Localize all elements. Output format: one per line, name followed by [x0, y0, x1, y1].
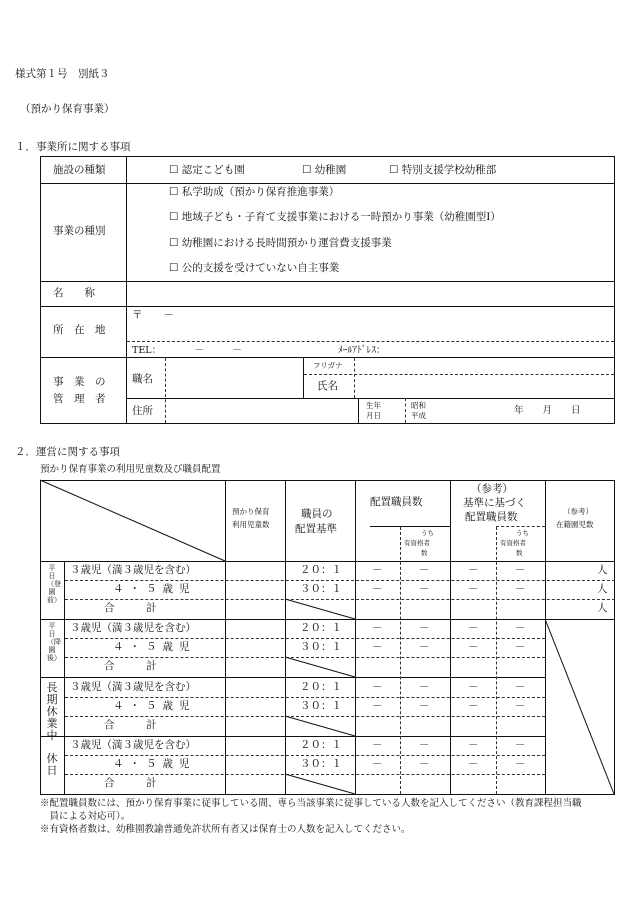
dash-cell: － — [515, 564, 526, 576]
dash-cell: － — [372, 758, 383, 770]
dash-cell: － — [419, 681, 430, 693]
row-total: 合 計 — [104, 660, 157, 672]
dash-cell: － — [515, 622, 526, 634]
ratio-3: ２０：１ — [300, 681, 342, 693]
dash-cell: － — [372, 564, 383, 576]
ratio-45: ３０：１ — [300, 641, 342, 653]
col-ref-uchi-line2: 有資格者 — [500, 539, 526, 547]
name-field[interactable] — [128, 283, 613, 305]
enrolled-unit-age3: 人 — [597, 564, 608, 576]
ratio-3: ２０：１ — [300, 739, 342, 751]
row-age45: ４・５歳児 — [113, 641, 196, 653]
dash-cell: － — [419, 622, 430, 634]
col-enrolled-line1: （参考） — [563, 507, 593, 516]
facility-option-kodomoen[interactable]: ☐ 認定こども園 — [169, 164, 245, 176]
col-ref-uchi-line1: うち — [516, 529, 529, 537]
ratio-3: ２０：１ — [300, 622, 342, 634]
ratio-45: ３０：１ — [300, 583, 342, 595]
dash-cell: － — [372, 681, 383, 693]
group-label-weekday-before: 平日（登園前） — [47, 564, 61, 604]
dash-cell: － — [419, 641, 430, 653]
enrolled-unit-total: 人 — [597, 602, 608, 614]
dash-cell: － — [515, 583, 526, 595]
col-ref-uchi-line3: 数 — [516, 549, 523, 557]
person-name-label: 氏名 — [317, 380, 338, 392]
ratio-45: ３０：１ — [300, 758, 342, 770]
row-age45: ４・５歳児 — [113, 583, 196, 595]
group-label-weekday-after: 平日（降園後） — [47, 622, 61, 662]
name-label: 名 称 — [53, 287, 95, 299]
dash-cell: － — [419, 564, 430, 576]
dash-cell: － — [468, 739, 479, 751]
row-age3: ３歳児（満３歳児を含む） — [70, 681, 196, 693]
group-label-holiday: 休日 — [46, 752, 58, 777]
col-ref-staff-line2: 基準に基づく — [463, 497, 526, 509]
business-type-label: 事業の種別 — [53, 225, 106, 237]
col-enrolled-line2: 在籍園児数 — [556, 520, 594, 529]
dash-cell: － — [419, 583, 430, 595]
dash-cell: － — [372, 641, 383, 653]
row-total: 合 計 — [104, 719, 157, 731]
ratio-3: ２０：１ — [300, 564, 342, 576]
col-children-line2: 利用児童数 — [232, 520, 270, 529]
dash-cell: － — [468, 622, 479, 634]
ratio-45: ３０：１ — [300, 700, 342, 712]
dash-cell: － — [515, 641, 526, 653]
dash-cell: － — [468, 583, 479, 595]
note-1-line2: 員による対応可）。 — [40, 811, 131, 822]
col-children-line1: 預かり保育 — [232, 507, 270, 516]
dash-cell: － — [372, 700, 383, 712]
facility-type-label: 施設の種類 — [53, 164, 106, 176]
era-showa: 昭和 — [411, 401, 426, 410]
row-age45: ４・５歳児 — [113, 700, 196, 712]
dash-cell: － — [468, 700, 479, 712]
note-2: ※有資格者数は、幼稚園教諭普通免許状所有者又は保育士の人数を記入してください。 — [40, 824, 411, 835]
dash-cell: － — [372, 583, 383, 595]
furigana-label: フリガナ — [313, 361, 343, 370]
col-standard-line2: 配置基準 — [295, 523, 337, 535]
email-field[interactable]: ﾒｰﾙｱﾄﾞﾚｽ： — [338, 345, 386, 356]
address-label: 所 在 地 — [53, 324, 106, 336]
row-age3: ３歳児（満３歳児を含む） — [70, 564, 196, 576]
col-uchi-line1: うち — [421, 529, 434, 537]
dash-cell: － — [372, 739, 383, 751]
facility-option-special-school[interactable]: ☐ 特別支援学校幼稚部 — [389, 164, 497, 176]
business-option-long-hours[interactable]: ☐ 幼稚園における長時間預かり運営費支援事業 — [169, 237, 392, 249]
dash-cell: － — [515, 758, 526, 770]
business-option-private-subsidy[interactable]: ☐ 私学助成（預かり保育推進事業） — [169, 186, 340, 198]
dash-cell: － — [515, 681, 526, 693]
col-ref-staff-line1: （参考） — [471, 483, 513, 495]
enrolled-unit-age45: 人 — [597, 583, 608, 595]
facility-option-kindergarten[interactable]: ☐ 幼稚園 — [302, 164, 347, 176]
row-total: 合 計 — [104, 602, 157, 614]
form-number: 様式第１号 別紙３ — [15, 68, 110, 80]
dash-cell: － — [468, 564, 479, 576]
col-staff: 配置職員数 — [370, 496, 423, 508]
manager-label-line2: 管 理 者 — [53, 393, 106, 405]
dash-cell: － — [468, 681, 479, 693]
dash-cell: － — [419, 700, 430, 712]
section2-title: ２．運営に関する事項 — [15, 446, 120, 458]
era-heisei: 平成 — [411, 411, 426, 420]
col-uchi-line3: 数 — [421, 549, 428, 557]
birth-date-field[interactable]: 年 月 日 — [514, 405, 581, 416]
dash-cell: － — [419, 758, 430, 770]
section1-title: １．事業所に関する事項 — [15, 141, 131, 153]
birth-label-line1: 生年 — [366, 401, 381, 410]
residence-label: 住所 — [132, 405, 153, 417]
dash-cell: － — [468, 758, 479, 770]
form-subtitle: （預かり保育事業） — [20, 103, 115, 115]
manager-label-line1: 事 業 の — [53, 376, 106, 388]
business-option-regional-support[interactable]: ☐ 地域子ども・子育て支援事業における一時預かり事業（幼稚園型Ⅰ） — [169, 211, 501, 223]
row-age3: ３歳児（満３歳児を含む） — [70, 739, 196, 751]
dash-cell: － — [515, 700, 526, 712]
dash-cell: － — [419, 739, 430, 751]
row-total: 合 計 — [104, 777, 157, 789]
col-uchi-line2: 有資格者 — [404, 539, 430, 547]
postal-code-field[interactable]: 〒 － — [132, 309, 174, 321]
row-age45: ４・５歳児 — [113, 758, 196, 770]
section2-subtitle: 預かり保育事業の利用児童数及び職員配置 — [40, 464, 221, 475]
group-label-long-vacation: 長期休業中 — [46, 681, 58, 742]
col-standard-line1: 職員の — [301, 508, 333, 520]
tel-field[interactable]: TEL： － － — [132, 345, 242, 356]
dash-cell: － — [468, 641, 479, 653]
dash-cell: － — [515, 739, 526, 751]
dash-cell: － — [372, 622, 383, 634]
business-option-self-funded[interactable]: ☐ 公的支援を受けていない自主事業 — [169, 262, 340, 274]
position-label: 職名 — [132, 373, 153, 385]
birth-label-line2: 月日 — [366, 411, 381, 420]
col-ref-staff-line3: 配置職員数 — [465, 511, 518, 523]
row-age3: ３歳児（満３歳児を含む） — [70, 622, 196, 634]
note-1-line1: ※配置職員数には、預かり保育事業に従事している間、専ら当該事業に従事している人数を記入してください（教育課程担当職 — [40, 798, 582, 809]
